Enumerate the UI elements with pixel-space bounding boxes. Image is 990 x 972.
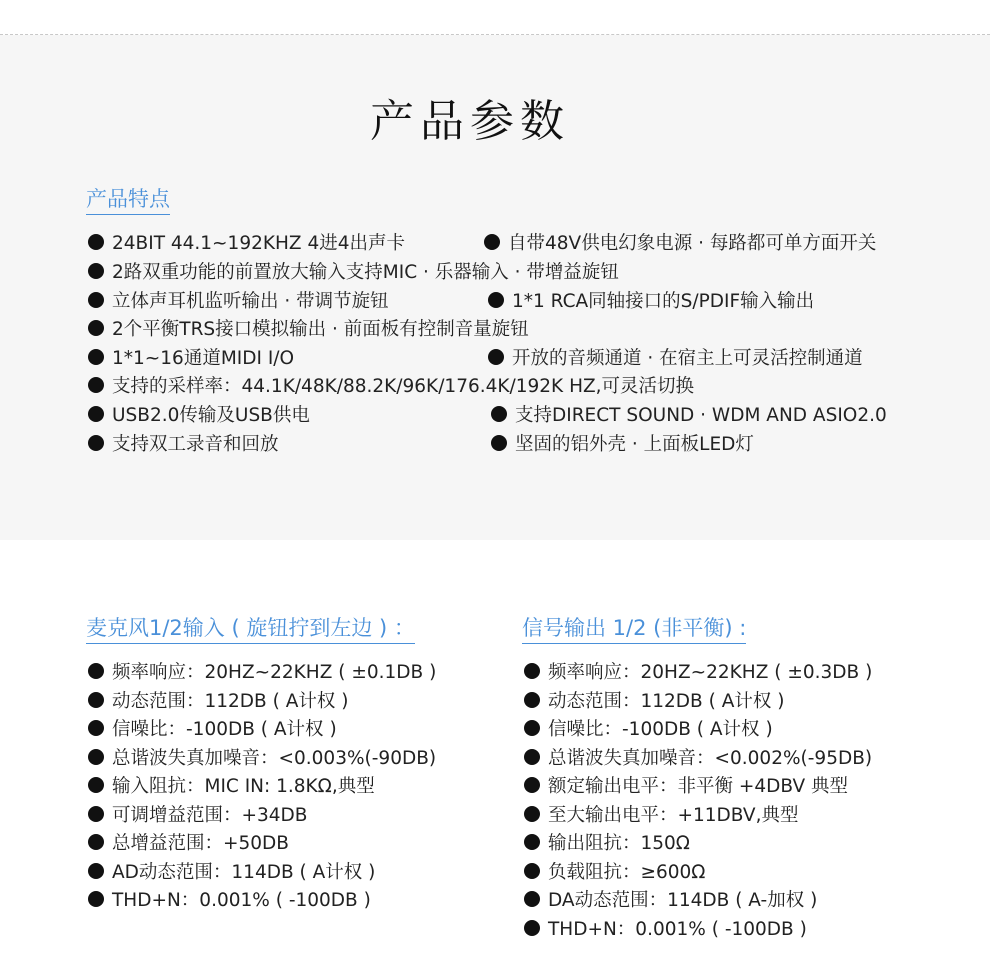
bullet-icon (88, 377, 104, 393)
output-spec-item (524, 805, 798, 827)
feature-left-text: 支持的采样率：44.1K/48K/88.2K/96K/176.4K/192K HZ,可灵活切换 (112, 376, 695, 397)
output-spec-text: 输出阻抗：150Ω (548, 833, 690, 854)
output-spec-text: 额定输出电平：非平衡 +4DBV 典型 (548, 776, 849, 797)
bullet-icon (491, 435, 507, 451)
mic-spec-item (88, 890, 371, 912)
feature-right-text: 1*1 RCA同轴接口的S/PDIF输入输出 (512, 291, 815, 312)
feature-left-item (88, 348, 294, 370)
bullet-icon (88, 349, 104, 365)
output-spec-item (524, 919, 807, 941)
output-spec-text: DA动态范围：114DB ( A-加权 ) (548, 890, 818, 911)
mic-spec-text: AD动态范围：114DB ( A计权 ) (112, 862, 376, 883)
output-spec-item (524, 748, 872, 770)
mic-spec-item (88, 805, 307, 827)
output-spec-text: 总谐波失真加噪音：<0.002%(-95DB) (548, 748, 873, 769)
mic-spec-text: 频率响应：20HZ~22KHZ ( ±0.1DB ) (112, 662, 437, 683)
mic-spec-text: 输入阻抗：MIC IN: 1.8KΩ,典型 (112, 776, 375, 797)
mic-spec-item (88, 862, 375, 884)
output-spec-text: 信噪比：-100DB ( A计权 ) (548, 719, 773, 740)
mic-input-heading: 麦克风1/2输入 ( 旋钮拧到左边 ) ： (86, 612, 415, 644)
feature-left-item (88, 233, 405, 255)
mic-spec-text: 信噪比：-100DB ( A计权 ) (112, 719, 337, 740)
bullet-icon (488, 292, 504, 308)
output-spec-item (524, 776, 848, 798)
bullet-icon (524, 834, 540, 850)
bullet-icon (88, 806, 104, 822)
output-spec-item (524, 833, 690, 855)
bullet-icon (88, 692, 104, 708)
bullet-icon (88, 663, 104, 679)
mic-spec-item (88, 748, 436, 770)
mic-spec-item (88, 719, 337, 741)
bullet-icon (524, 692, 540, 708)
feature-left-text: 立体声耳机监听输出 · 带调节旋钮 (112, 291, 389, 312)
bullet-icon (524, 749, 540, 765)
mic-spec-text: 动态范围：112DB ( A计权 ) (112, 691, 349, 712)
feature-left-text: 支持双工录音和回放 (112, 434, 279, 455)
feature-left-text: USB2.0传输及USB供电 (112, 405, 310, 426)
feature-right-text: 坚固的铝外壳 · 上面板LED灯 (515, 434, 754, 455)
bullet-icon (88, 406, 104, 422)
feature-right-item (491, 434, 754, 456)
feature-left-item (88, 405, 310, 427)
mic-spec-text: 总增益范围：+50DB (112, 833, 289, 854)
feature-left-text: 24BIT 44.1~192KHZ 4进4出声卡 (112, 233, 406, 254)
bullet-icon (524, 663, 540, 679)
bullet-icon (88, 749, 104, 765)
feature-right-item (488, 291, 814, 313)
output-spec-text: THD+N：0.001% ( -100DB ) (548, 919, 807, 940)
mic-spec-text: THD+N：0.001% ( -100DB ) (112, 890, 371, 911)
output-spec-item (524, 890, 817, 912)
output-spec-item (524, 691, 784, 713)
bullet-icon (524, 806, 540, 822)
output-spec-text: 至大输出电平：+11DBV,典型 (548, 805, 799, 826)
bullet-icon (524, 891, 540, 907)
bullet-icon (88, 292, 104, 308)
page-title-text: 产品参数 (370, 96, 570, 147)
feature-right-text: 自带48V供电幻象电源 · 每路都可单方面开关 (508, 233, 877, 254)
page-title (0, 85, 990, 149)
bullet-icon (524, 863, 540, 879)
feature-right-text: 支持DIRECT SOUND · WDM AND ASIO2.0 (515, 405, 887, 426)
bullet-icon (88, 863, 104, 879)
mic-spec-item (88, 691, 348, 713)
feature-right-item (484, 233, 876, 255)
bullet-icon (88, 435, 104, 451)
bullet-icon (88, 891, 104, 907)
feature-left-item (88, 434, 279, 456)
bullet-icon (524, 920, 540, 936)
feature-left-item (88, 291, 389, 313)
output-spec-item (524, 719, 773, 741)
output-spec-item (524, 662, 872, 684)
bullet-icon (88, 834, 104, 850)
signal-output-heading: 信号输出 1/2 (非平衡) : (522, 612, 746, 644)
output-spec-item (524, 862, 705, 884)
mic-spec-text: 总谐波失真加噪音：<0.003%(-90DB) (112, 748, 437, 769)
feature-left-text: 2路双重功能的前置放大输入支持MIC · 乐器输入 · 带增益旋钮 (112, 262, 619, 283)
bullet-icon (88, 263, 104, 279)
feature-left-item (88, 376, 694, 398)
mic-spec-item (88, 776, 375, 798)
mic-spec-item (88, 662, 436, 684)
feature-right-item (488, 348, 863, 370)
bullet-icon (488, 349, 504, 365)
bullet-icon (484, 234, 500, 250)
bullet-icon (88, 777, 104, 793)
bullet-icon (491, 406, 507, 422)
feature-left-text: 1*1~16通道MIDI I/O (112, 348, 295, 369)
features-heading: 产品特点 (86, 183, 170, 215)
feature-left-item (88, 319, 529, 341)
bullet-icon (524, 777, 540, 793)
output-spec-text: 频率响应：20HZ~22KHZ ( ±0.3DB ) (548, 662, 873, 683)
output-spec-text: 负载阻抗：≥600Ω (548, 862, 706, 883)
feature-right-item (491, 405, 887, 427)
output-spec-text: 动态范围：112DB ( A计权 ) (548, 691, 785, 712)
feature-left-item (88, 262, 619, 284)
bullet-icon (88, 720, 104, 736)
bullet-icon (88, 320, 104, 336)
bullet-icon (524, 720, 540, 736)
mic-spec-text: 可调增益范围：+34DB (112, 805, 308, 826)
bullet-icon (88, 234, 104, 250)
feature-right-text: 开放的音频通道 · 在宿主上可灵活控制通道 (512, 348, 863, 369)
feature-left-text: 2个平衡TRS接口模拟输出 · 前面板有控制音量旋钮 (112, 319, 529, 340)
mic-spec-item (88, 833, 289, 855)
